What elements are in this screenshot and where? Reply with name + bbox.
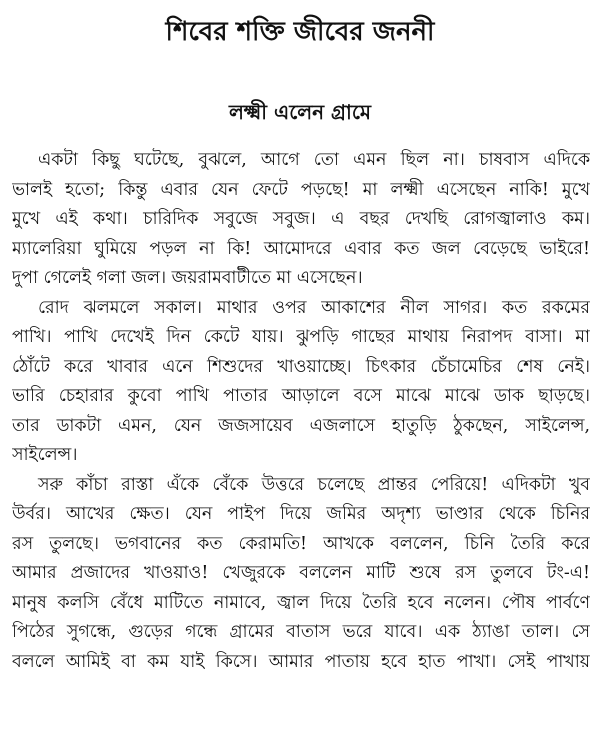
paragraph-1 [12,146,590,294]
text-line: সরু কাঁচা রাস্তা এঁকে বেঁকে উত্তরে চলেছে প্রান্তর পেরিয়ে! এদিকটা খুব [38,474,590,495]
text-line: একটা কিছু ঘটেছে, বুঝলে, আগে তো এমন ছিল না। চাষবাস এদিকে [38,150,590,170]
paragraph-2 [12,294,590,471]
paragraph-3 [12,471,590,678]
text-line: আমার প্রজাদের খাওয়াও! খেজুরকে বললেন মাটি শুষে রস তুলবে টং-এ! [12,563,590,583]
text-line: দুপা গেলেই গলা জল। জয়রামবাটীতে মা এসেছেন। [12,268,363,288]
text-line: বললে আমিই বা কম যাই কিসে। আমার পাতায় হবে হাত পাখা। সেই পাখায় [12,651,590,672]
text-line: ভারি চেহারার কুবো পাখি পাতার আড়ালে বসে মাঝে মাঝে ডাক ছাড়ছে। [12,386,590,406]
book-title: শিবের শক্তি জীবের জননী [165,17,435,47]
chapter-title: লক্ষ্মী এলেন গ্রামে [229,100,371,124]
text-line: পাখি। পাখি দেখেই দিন কেটে যায়। ঝুপড়ি গাছের মাথায় নিরাপদ বাসা। মা [12,327,590,347]
text-line: সাইলেন্স। [12,445,78,465]
text-line: পিঠের সুগন্ধে, গুড়ের গন্ধে গ্রামের বাতাস ভরে যাবে। এক ঠ্যাঙা তাল। সে [12,622,590,642]
text-line: তার ডাকটা এমন, যেন জজসায়েব এজলাসে হাতুড়ি ঠুকছেন, সাইলেন্স, [12,415,590,436]
body-text [12,146,590,677]
text-line: রস তুলছে। ভগবানের কত কেরামতি! আখকে বললেন, চিনি তৈরি করে [12,533,590,554]
text-line: ম্যালেরিয়া ঘুমিয়ে পড়ল না কি! আমোদরে এবার কত জল বেড়েছে ভাইরে! [12,238,590,259]
text-line: মানুষ কলসি বেঁধে মাটিতে নামাবে, জ্বাল দিয়ে তৈরি হবে নলেন। পৌষ পার্বণে [12,592,590,613]
text-line: ভালই হতো; কিন্তু এবার যেন ফেটে পড়ছে! মা লক্ষ্মী এসেছেন নাকি! মুখে [12,179,590,200]
text-line: মুখে এই কথা। চারিদিক সবুজে সবুজ। এ বছর দেখছি রোগজ্বালাও কম। [12,209,590,229]
text-line: রোদ ঝলমলে সকাল। মাথার ওপর আকাশের নীল সাগর। কত রকমের [38,297,590,318]
text-line: উর্বর। আখের ক্ষেত। যেন পাইপ দিয়ে জমির অদৃশ্য ভাণ্ডার থেকে চিনির [12,504,590,524]
text-line: ঠোঁটে করে খাবার এনে শিশুদের খাওয়াচ্ছে। চিৎকার চেঁচামেচির শেষ নেই। [12,356,590,377]
